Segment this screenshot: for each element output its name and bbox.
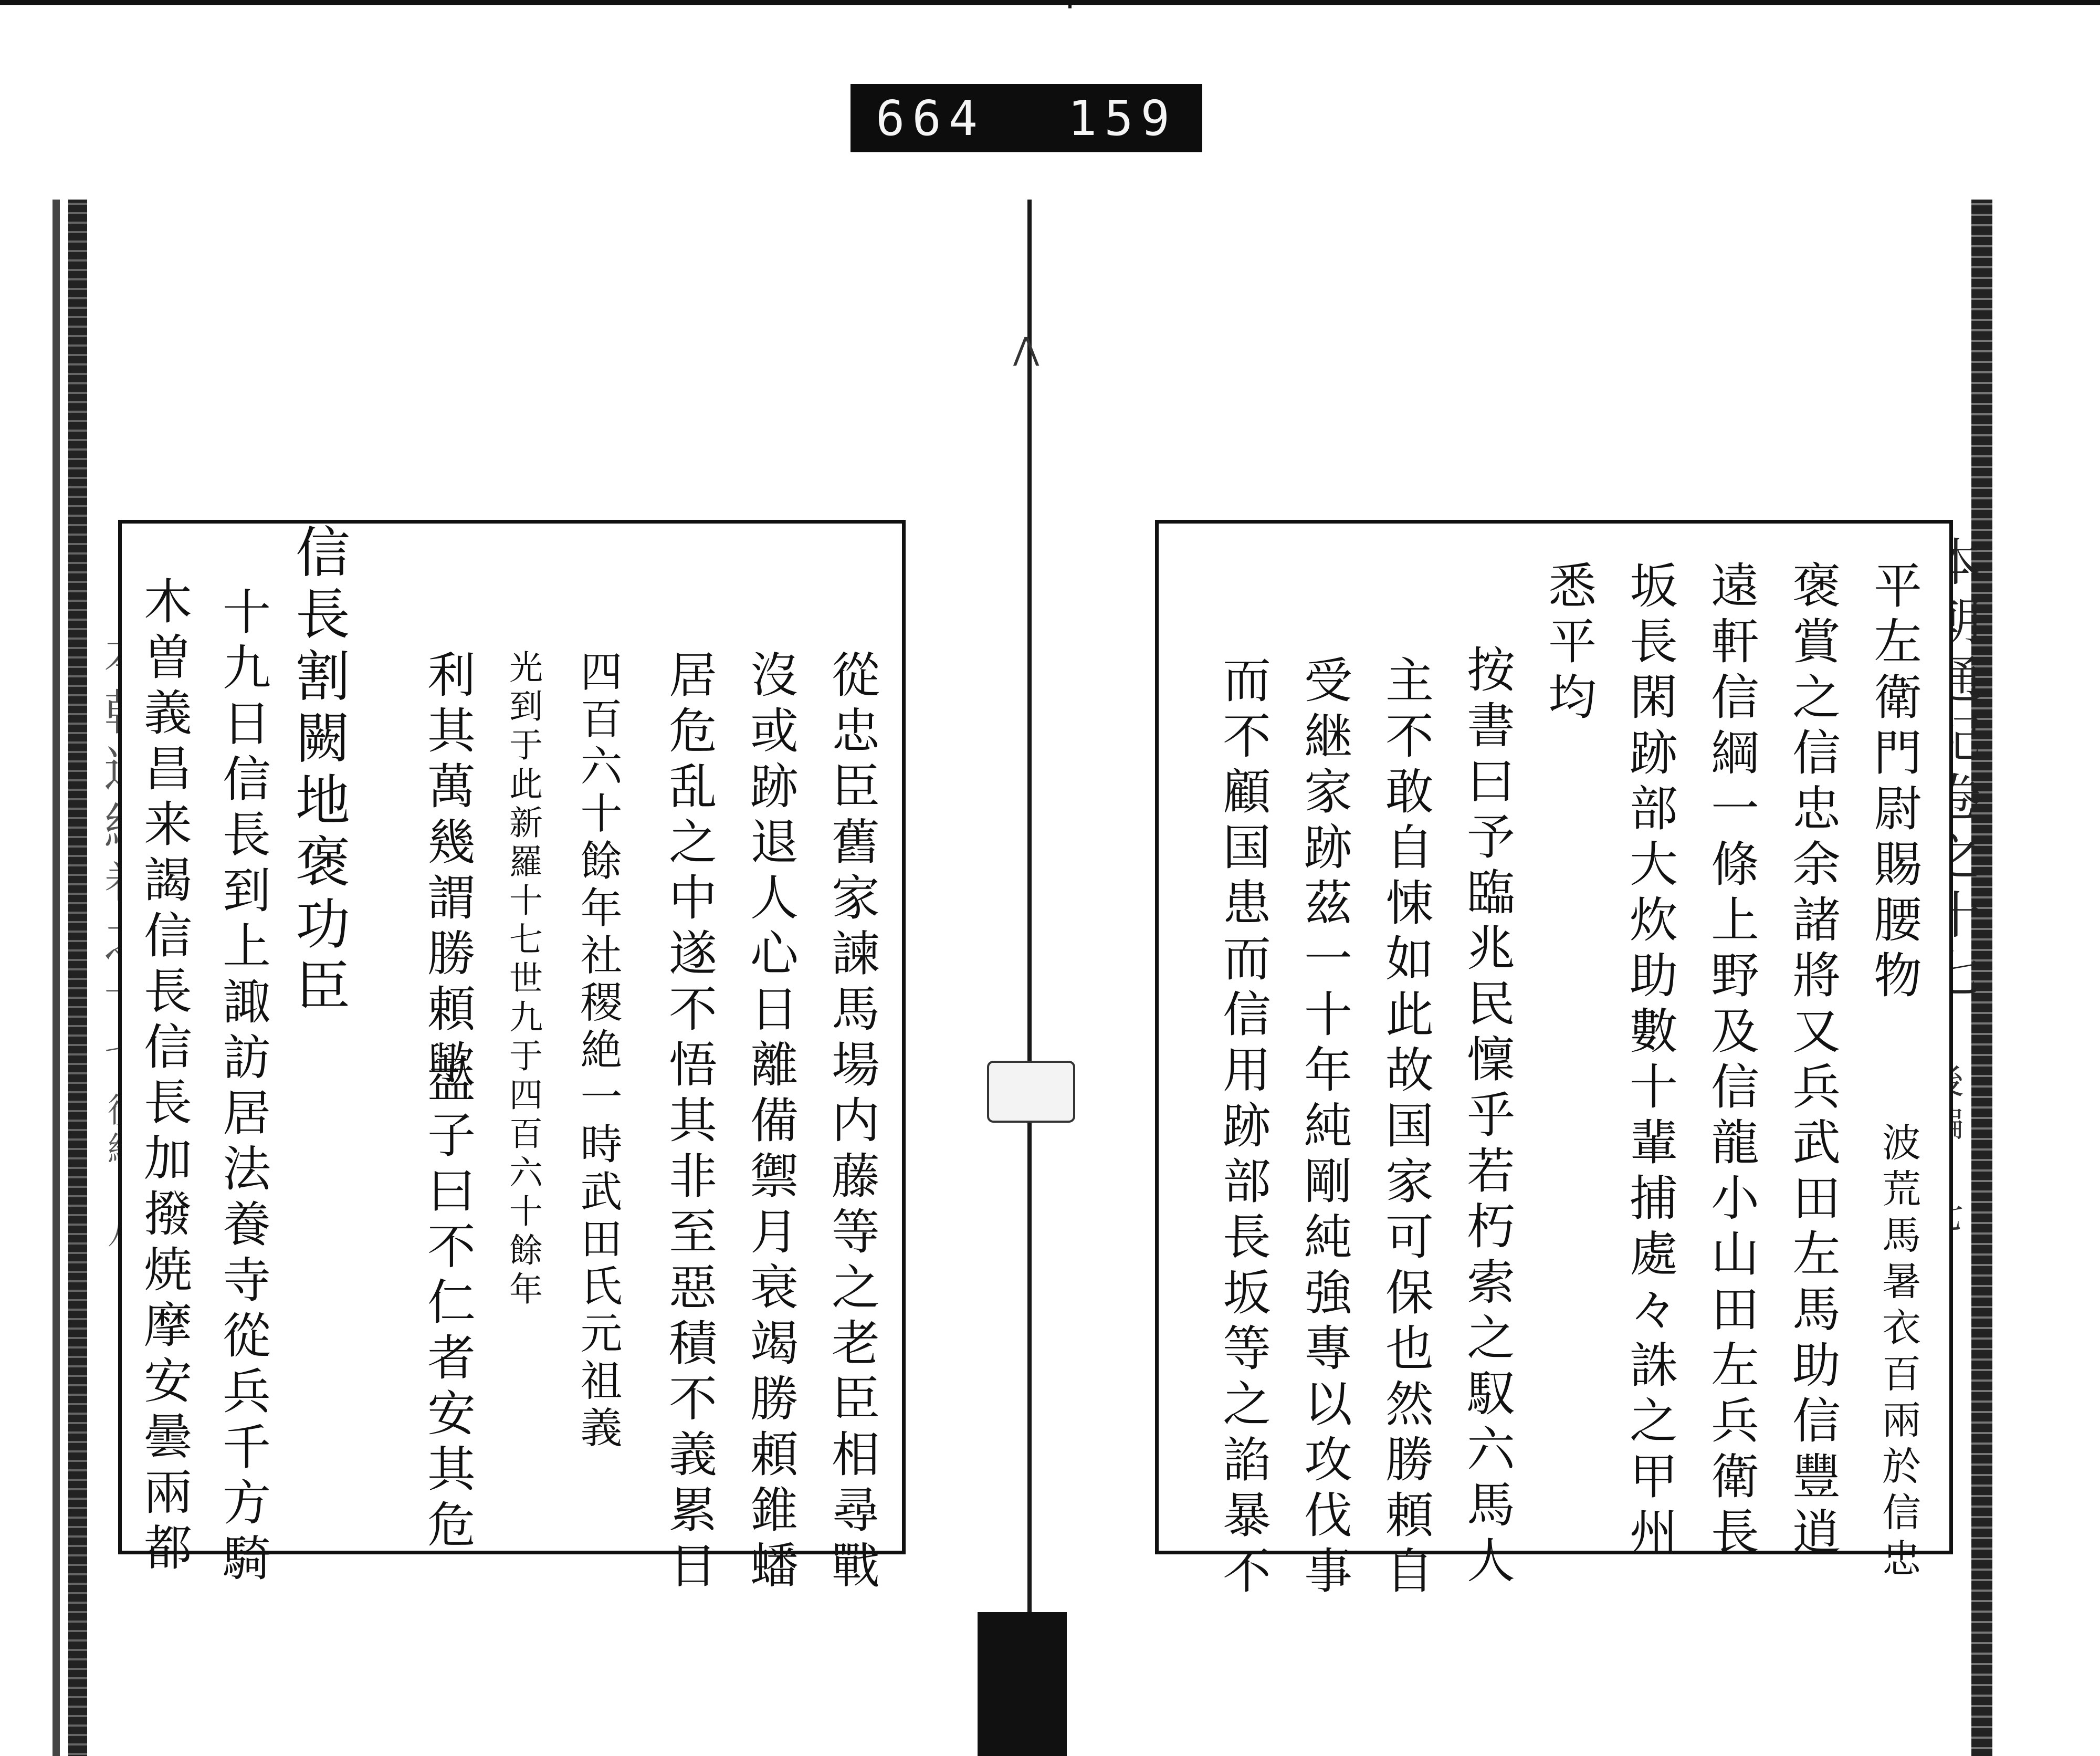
- left-col-9: 木曽義昌来謁信長信長加撥焼摩安曇兩都: [136, 576, 192, 1578]
- right-col-6: 按書曰予臨兆民懍乎若朽索之馭六馬人: [1459, 644, 1515, 1591]
- right-col-2: 褒賞之信忠余諸將又兵武田左馬助信豐逍: [1784, 560, 1841, 1562]
- open-book-spread: [0, 200, 2100, 1756]
- top-border: [0, 0, 2100, 5]
- binding-clip: [987, 1061, 1075, 1123]
- right-col-8: 受継家跡茲一十年純剛純強專以攻伐事: [1296, 655, 1352, 1601]
- left-col-6: 利其萬幾謂勝頼歟: [419, 650, 476, 1095]
- right-col-7: 主不敢自悚如此故国家可保也然勝頼自: [1378, 655, 1434, 1601]
- left-col-3: 居危乱之中遂不悟其非至惡積不義累日: [661, 650, 717, 1596]
- left-page-edge-outer: [52, 200, 60, 1756]
- left-col-5: 光到于此新羅十七世九于四百六十餘年: [503, 650, 542, 1310]
- left-col-7-heading: 信長割闕地褒功臣: [286, 524, 350, 1019]
- top-split-mark: [1068, 0, 1072, 8]
- left-page-text-block: [118, 520, 906, 1596]
- left-col-2: 沒或跡退人心日離備禦月衰竭勝頼錐蟠: [742, 650, 799, 1596]
- film-label-left: 664: [876, 90, 985, 147]
- right-col-5: 悉平均: [1540, 560, 1597, 727]
- film-label-right: 159: [1067, 90, 1177, 147]
- left-col-4: 四百六十餘年社稷絶一時武田氏元祖義: [573, 650, 622, 1453]
- gutter-shadow-block: [978, 1612, 1067, 1756]
- top-margin-strip: [0, 0, 2100, 203]
- book-gutter: [1027, 200, 1032, 1756]
- left-col-6-quote: 孟子曰不仁者安其危: [419, 1054, 476, 1555]
- left-page-edge: [68, 200, 87, 1756]
- right-col-3: 遠軒信綱一條上野及信龍小山田左兵衛長: [1703, 560, 1759, 1562]
- left-col-8: 十九日信長到上諏訪居法養寺從兵千方騎: [215, 587, 271, 1588]
- right-col-9: 而不顧国患而信用跡部長坂等之諂暴不: [1215, 655, 1271, 1601]
- left-col-1: 從忠臣舊家諫馬場内藤等之老臣相尋戰: [824, 650, 880, 1596]
- fold-mark-icon: ⋀: [1013, 331, 1040, 368]
- right-page-text-block: [1155, 520, 1953, 1601]
- right-col-1: 平左衛門尉賜腰物: [1866, 560, 1922, 1006]
- film-frame-label: [850, 84, 1202, 152]
- right-col-1-tail: 波荒馬暑衣百兩於信忠: [1876, 1122, 1921, 1584]
- right-col-4: 坂長閑跡部大炊助數十輩捕處々誅之甲州: [1622, 560, 1678, 1562]
